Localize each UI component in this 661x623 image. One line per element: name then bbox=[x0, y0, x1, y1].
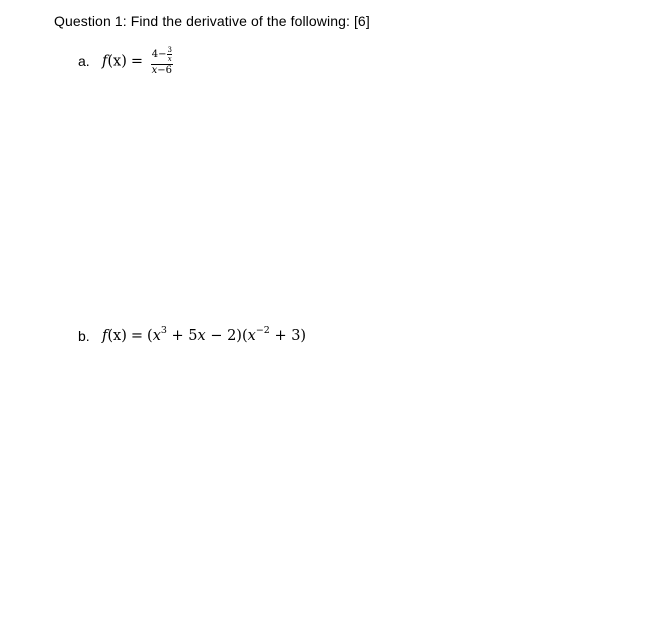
part-b-function-name: f bbox=[102, 328, 108, 344]
part-b-equation bbox=[102, 325, 307, 344]
part-a-function-arg: (x) bbox=[107, 53, 127, 69]
part-a-label: a. bbox=[78, 53, 90, 69]
part-b-term1-rest: + 5 bbox=[166, 328, 198, 344]
part-b-term1-close: − 2)( bbox=[205, 328, 248, 344]
part-b-term1-x: x bbox=[152, 328, 161, 344]
part-a-function-name: f bbox=[102, 53, 108, 69]
part-b-term2-x: x bbox=[247, 328, 256, 344]
part-a-denominator-rest: −6 bbox=[157, 64, 173, 76]
part-a-inner-fraction bbox=[167, 47, 171, 63]
part-b-term2-close: + 3) bbox=[269, 328, 307, 344]
question-title: Question 1: Find the derivative of the following: [6] bbox=[54, 13, 370, 29]
part-a-numerator-whole: 4− bbox=[151, 48, 167, 60]
part-b-term1-open: ( bbox=[147, 328, 153, 344]
part-b-equals: = bbox=[130, 328, 144, 344]
part-a-denominator-var: x bbox=[151, 64, 158, 76]
part-a-fraction bbox=[151, 47, 173, 76]
part-a-equation bbox=[102, 47, 173, 76]
part-a-equals: = bbox=[130, 53, 144, 69]
part-b-term1-exponent: 3 bbox=[160, 325, 167, 337]
question-part-b bbox=[78, 326, 306, 346]
part-b-label: b. bbox=[78, 328, 90, 344]
part-a-inner-denominator: x bbox=[167, 54, 172, 63]
part-a-numerator bbox=[151, 47, 173, 63]
part-b-term1-x2: x bbox=[197, 328, 206, 344]
part-b-term2-exponent: −2 bbox=[255, 325, 270, 337]
part-b-function-arg: (x) bbox=[107, 328, 127, 344]
part-a-inner-numerator: 3 bbox=[167, 45, 172, 54]
question-part-a bbox=[78, 44, 173, 78]
part-a-denominator bbox=[151, 66, 173, 76]
